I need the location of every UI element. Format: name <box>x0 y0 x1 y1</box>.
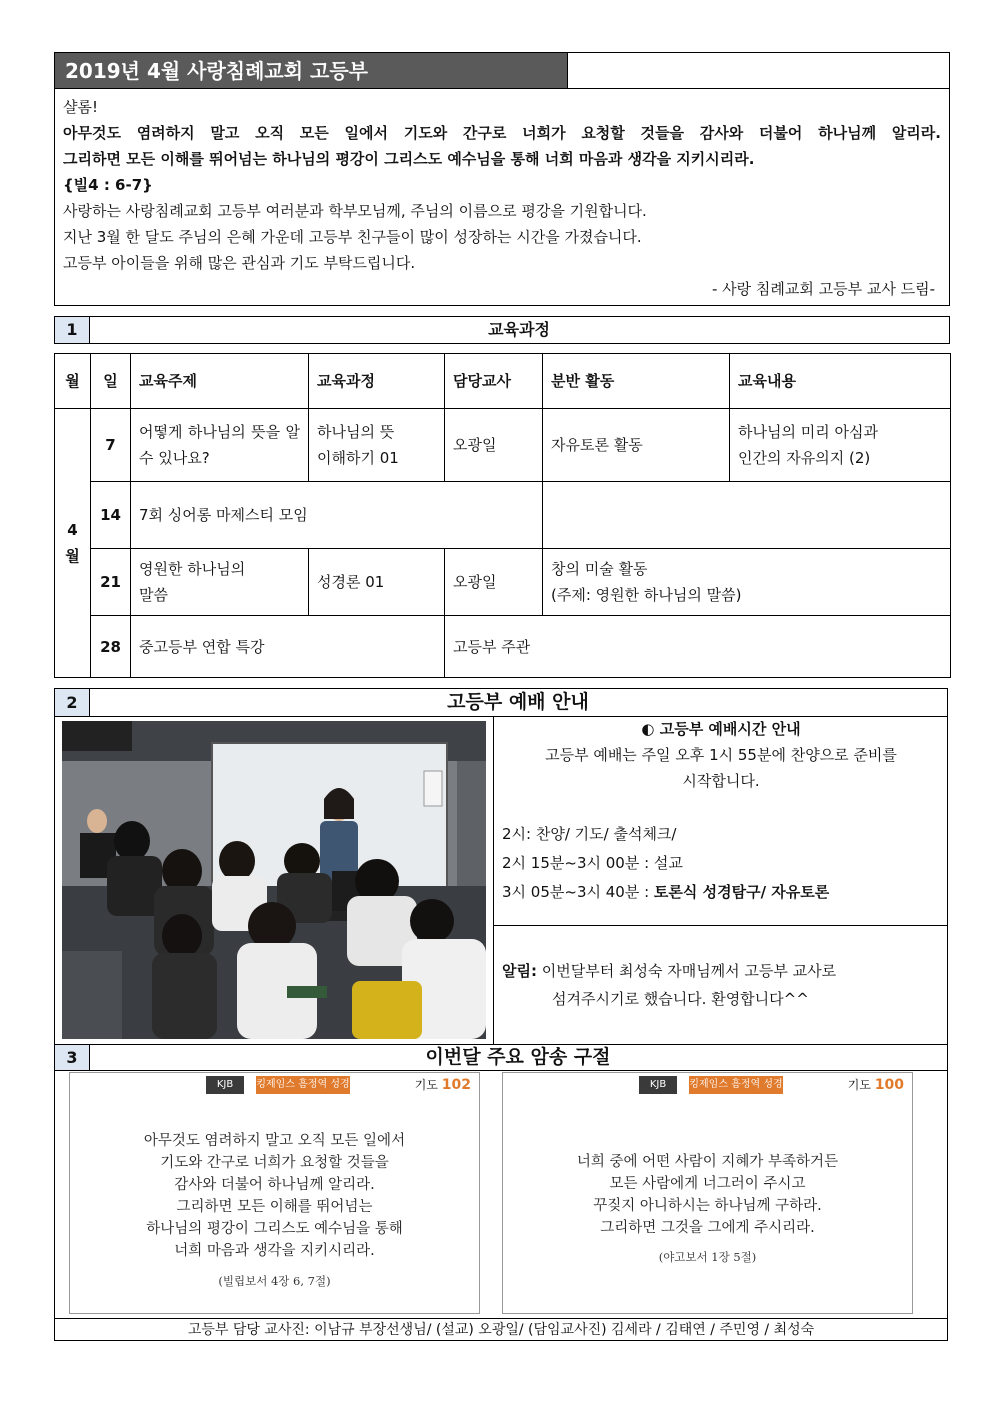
table-row <box>55 482 951 549</box>
greeting-signature: - 사랑 침례교회 고등부 교사 드림- <box>711 280 935 298</box>
month-unit: 월 <box>65 547 80 565</box>
verse-card-reference: (빌립보서 4장 6, 7절) <box>218 1274 331 1288</box>
section1-title: 교육과정 <box>89 316 950 344</box>
header-blank-cell <box>567 52 950 89</box>
notice-box <box>494 926 948 1044</box>
section2-number: 2 <box>54 688 90 717</box>
col-header-topic: 교육주제 <box>131 354 309 409</box>
greeting-verse-line1: 아무것도 염려하지 말고 오직 모든 일에서 기도와 간구로 너희가 요청할 것들을 감사와 더불어 하나님께 알리라. <box>63 124 941 142</box>
teacher-cell: 오광일 <box>445 409 543 482</box>
table-header-row <box>55 354 951 409</box>
course-cell: 성경론 01 <box>309 549 445 616</box>
course-line2: 이해하기 01 <box>317 449 399 467</box>
section1-number: 1 <box>54 316 90 344</box>
schedule-item: 2시 15분~3시 00분 : 설교 <box>502 854 683 872</box>
verse-card-tag-version: 킹제임스 흠정역 성경 <box>689 1076 783 1094</box>
schedule-item: 2시: 찬양/ 기도/ 출석체크/ <box>502 825 677 843</box>
col-header-content: 교육내용 <box>730 354 951 409</box>
verse-card-number-label: 기도 <box>414 1078 438 1092</box>
col-header-month: 월 <box>55 354 91 409</box>
topic-cell: 7회 싱어롱 마제스티 모임 <box>131 482 543 549</box>
schedule-item <box>502 878 829 907</box>
schedule-intro-line1: 고등부 예배는 주일 오후 1시 55분에 찬양으로 준비를 <box>545 746 897 764</box>
verse-card-number <box>415 1076 471 1093</box>
day-cell: 28 <box>91 616 131 678</box>
topic-cell: 중고등부 연합 특강 <box>131 616 445 678</box>
teachers-footer: 고등부 담당 교사진: 이남규 부장선생님/ (설교) 오광일/ (담임교사진) 김세라 / 김태연 / 주민영 / 최성숙 <box>54 1318 948 1341</box>
verse-line: 그리하면 그것을 그에게 주시리라. <box>600 1220 815 1236</box>
col-header-course: 교육과정 <box>309 354 445 409</box>
empty-cell <box>543 482 951 549</box>
notice-line1 <box>502 957 836 985</box>
day-cell: 21 <box>91 549 131 616</box>
verse-card-number-label: 기도 <box>847 1078 871 1092</box>
topic-cell <box>131 549 309 616</box>
note-cell: 고등부 주관 <box>445 616 951 678</box>
table-row <box>55 616 951 678</box>
verse-line: 모든 사람에게 너그러이 주시고 <box>609 1176 806 1192</box>
col-header-day: 일 <box>91 354 131 409</box>
content-line1: 하나님의 미리 아심과 <box>738 423 878 441</box>
table-row <box>55 549 951 616</box>
verse-card-number-value: 100 <box>874 1077 904 1093</box>
notice-text <box>502 957 836 1013</box>
topic-cell: 어떻게 하나님의 뜻을 알 수 있나요? <box>131 409 309 482</box>
greeting-body1: 사랑하는 사랑침례교회 고등부 여러분과 학부모님께, 주님의 이름으로 평강을 기원합니다. <box>63 202 647 220</box>
col-header-teacher: 담당교사 <box>445 354 543 409</box>
schedule-intro <box>494 742 948 794</box>
greeting-body2: 지난 3월 한 달도 주님의 은혜 가운데 고등부 친구들이 많이 성장하는 시간을 가졌습니다. <box>63 228 642 246</box>
course-line1: 하나님의 뜻 <box>317 423 395 441</box>
activity-cell <box>543 549 951 616</box>
worship-photo <box>62 721 486 1039</box>
worship-photo-drawing <box>62 721 486 1039</box>
section2-title: 고등부 예배 안내 <box>89 688 948 717</box>
verse-line: 너희 중에 어떤 사람이 지혜가 부족하거든 <box>576 1154 839 1170</box>
schedule-item-bold: 토론식 성경탐구/ 자유토론 <box>653 883 830 901</box>
topic-line2: 말씀 <box>139 586 168 604</box>
verse-line: 꾸짖지 아니하시는 하나님께 구하라. <box>593 1198 822 1214</box>
day-cell: 14 <box>91 482 131 549</box>
verse-line: 너희 마음과 생각을 지키시리라. <box>174 1243 375 1259</box>
verse-line: 아무것도 염려하지 말고 오직 모든 일에서 <box>143 1133 406 1149</box>
section3-title: 이번달 주요 암송 구절 <box>89 1044 948 1071</box>
verse-card-tag-kjb: KJB 1611 <box>206 1076 244 1094</box>
schedule-list <box>502 820 829 907</box>
verse-card-text <box>503 1151 912 1239</box>
verse-card-tag-version: 킹제임스 흠정역 성경 <box>256 1076 350 1094</box>
schedule-title: ◐ 고등부 예배시간 안내 <box>641 720 801 738</box>
schedule-intro-line2: 시작합니다. <box>682 772 760 790</box>
greeting-hello: 샬롬! <box>63 98 98 116</box>
schedule-item-time: 3시 05분~3시 40분 : <box>502 883 654 901</box>
topic-line1: 영원한 하나님의 <box>139 560 246 578</box>
course-cell <box>309 409 445 482</box>
verse-card-tag-kjb: KJB 1611 <box>639 1076 677 1094</box>
notice-label: 알림: <box>502 962 537 980</box>
content-line2: 인간의 자유의지 (2) <box>738 449 871 467</box>
activity-cell: 자유토론 활동 <box>543 409 730 482</box>
notice-line2: 섬겨주시기로 했습니다. 환영합니다^^ <box>552 990 809 1008</box>
verse-line: 하나님의 평강이 그리스도 예수님을 통해 <box>146 1221 403 1237</box>
section3-number: 3 <box>54 1044 90 1071</box>
greeting-verse-line2: 그리하면 모든 이해를 뛰어넘는 하나님의 평강이 그리스도 예수님을 통해 너희 마음과 생각을 지키시리라. <box>63 150 755 168</box>
table-row <box>55 409 951 482</box>
page-title: 2019년 4월 사랑침례교회 고등부 <box>54 52 568 89</box>
verse-card <box>502 1072 913 1314</box>
month-number: 4 <box>67 521 78 539</box>
worship-schedule <box>494 716 948 926</box>
greeting-verse-ref: {빌4 : 6-7} <box>63 176 153 194</box>
content-cell <box>730 409 951 482</box>
verse-line: 기도와 간구로 너희가 요청할 것들을 <box>160 1155 389 1171</box>
verse-card-reference: (야고보서 1장 5절) <box>658 1250 757 1264</box>
verse-card-number <box>848 1076 904 1093</box>
curriculum-table <box>54 353 951 678</box>
greeting-body3: 고등부 아이들을 위해 많은 관심과 기도 부탁드립니다. <box>63 254 416 272</box>
verse-card-number-value: 102 <box>441 1077 471 1093</box>
greeting-box <box>54 88 950 306</box>
month-cell <box>55 409 91 678</box>
notice-line1-text: 이번달부터 최성숙 자매님께서 고등부 교사로 <box>536 962 837 980</box>
verse-line: 그리하면 모든 이해를 뛰어넘는 <box>176 1199 373 1215</box>
verse-card-text <box>70 1130 479 1262</box>
col-header-activity: 분반 활동 <box>543 354 730 409</box>
verse-card <box>69 1072 480 1314</box>
day-cell: 7 <box>91 409 131 482</box>
verse-line: 감사와 더불어 하나님께 알리라. <box>174 1177 375 1193</box>
activity-line1: 창의 미술 활동 <box>551 560 648 578</box>
activity-line2: (주제: 영원한 하나님의 말씀) <box>551 586 742 604</box>
teacher-cell: 오광일 <box>445 549 543 616</box>
